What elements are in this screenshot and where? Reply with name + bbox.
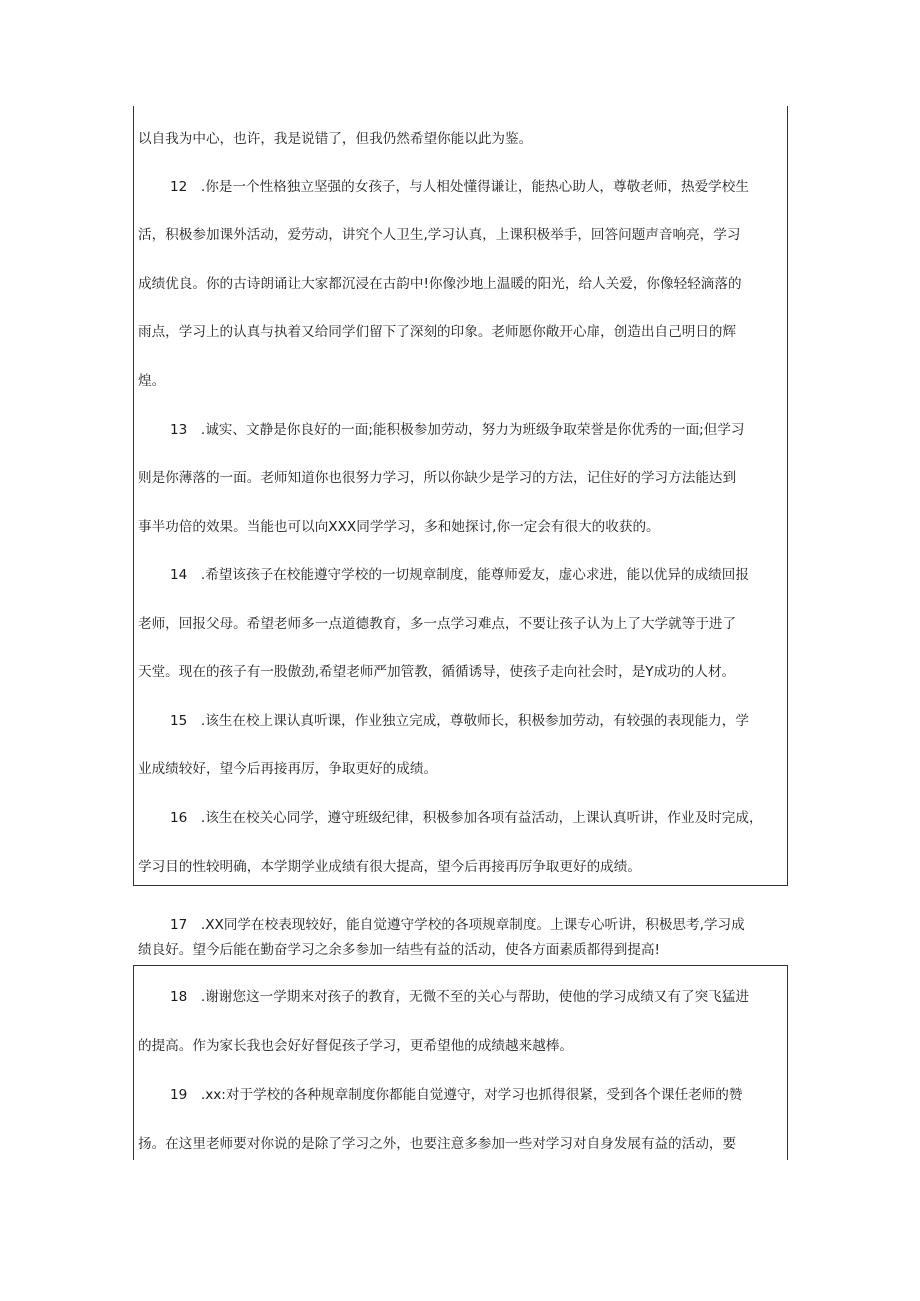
paragraph-14-line: 14 .希望该孩子在校能遵守学校的一切规章制度，能尊师爱友，虚心求进，能以优异的成绩回报 [170, 567, 749, 583]
text-line: 事半功倍的效果。当能也可以向XXX同学学习，多和她探讨,你一定会有很大的收获的。 [138, 519, 660, 535]
text-line: 以自我为中心，也许，我是说错了，但我仍然希望你能以此为鉴。 [138, 131, 533, 147]
paragraph-15-line: 15 .该生在校上课认真听课，作业独立完成，尊敬师长，积极参加劳动，有较强的表现能力，学 [170, 713, 749, 729]
text-line: 活，积极参加课外活动，爱劳动，讲究个人卫生,学习认真，上课积极举手，回答问题声音响亮，学习 [138, 227, 741, 243]
paragraph-12-line: 12 .你是一个性格独立坚强的女孩子，与人相处懂得谦让，能热心助人，尊敬老师，热爱学校生 [170, 179, 749, 195]
paragraph-19-line: 19 .xx:对于学校的各种规章制度你都能自觉遵守，对学习也抓得很紧，受到各个课任老师的赞 [170, 1087, 743, 1103]
text-line: 则是你薄落的一面。老师知道你也很努力学习，所以你缺少是学习的方法，记住好的学习方法能达到 [138, 470, 737, 486]
paragraph-17-line: 17 .XX同学在校表现较好，能自觉遵守学校的各项规章制度。上课专心听讲，积极思考,学习成 [170, 917, 745, 933]
paragraph-16-line: 16 .该生在校关心同学，遵守班级纪律，积极参加各项有益活动，上课认真听讲，作业及时完成， [170, 810, 763, 826]
text-line: 雨点，学习上的认真与执着又给同学们留下了深刻的印象。老师愿你敞开心扉，创造出自己明日的辉 [138, 324, 737, 340]
paragraph-18-line: 18 .谢谢您这一学期来对孩子的教育，无微不至的关心与帮助，使他的学习成绩又有了突飞猛进 [170, 989, 749, 1005]
text-line: 扬。在这里老师要对你说的是除了学习之外，也要注意多参加一些对学习对自身发展有益的活动，要 [138, 1136, 737, 1152]
text-line: 绩良好。望今后能在勤奋学习之余多参加一结些有益的活动，使各方面素质都得到提高! [138, 942, 661, 958]
text-line: 天堂。现在的孩子有一股傲劲,希望老师严加管教，循循诱导，使孩子走向社会时，是Y成功的人材。 [138, 664, 736, 680]
text-line: 老师，回报父母。希望老师多一点道德教育，多一点学习难点，不要让孩子认为上了大学就等于进了 [138, 616, 737, 632]
text-line: 业成绩较好，望今后再接再厉，争取更好的成绩。 [138, 761, 438, 777]
text-line: 成绩优良。你的古诗朗诵让大家都沉浸在古韵中!你像沙地上温暖的阳光，给人关爱，你像轻轻滴落的 [138, 276, 742, 292]
text-line: 的提高。作为家长我也会好好督促孩子学习，更希望他的成绩越来越棒。 [138, 1038, 573, 1054]
text-line: 学习目的性较明确，本学期学业成绩有很大提高，望今后再接再厉争取更好的成绩。 [138, 859, 641, 875]
paragraph-13-line: 13 .诚实、文静是你良好的一面;能积极参加劳动，努力为班级争取荣誉是你优秀的一面;但学习 [170, 422, 745, 438]
text-line: 煌。 [138, 373, 166, 389]
